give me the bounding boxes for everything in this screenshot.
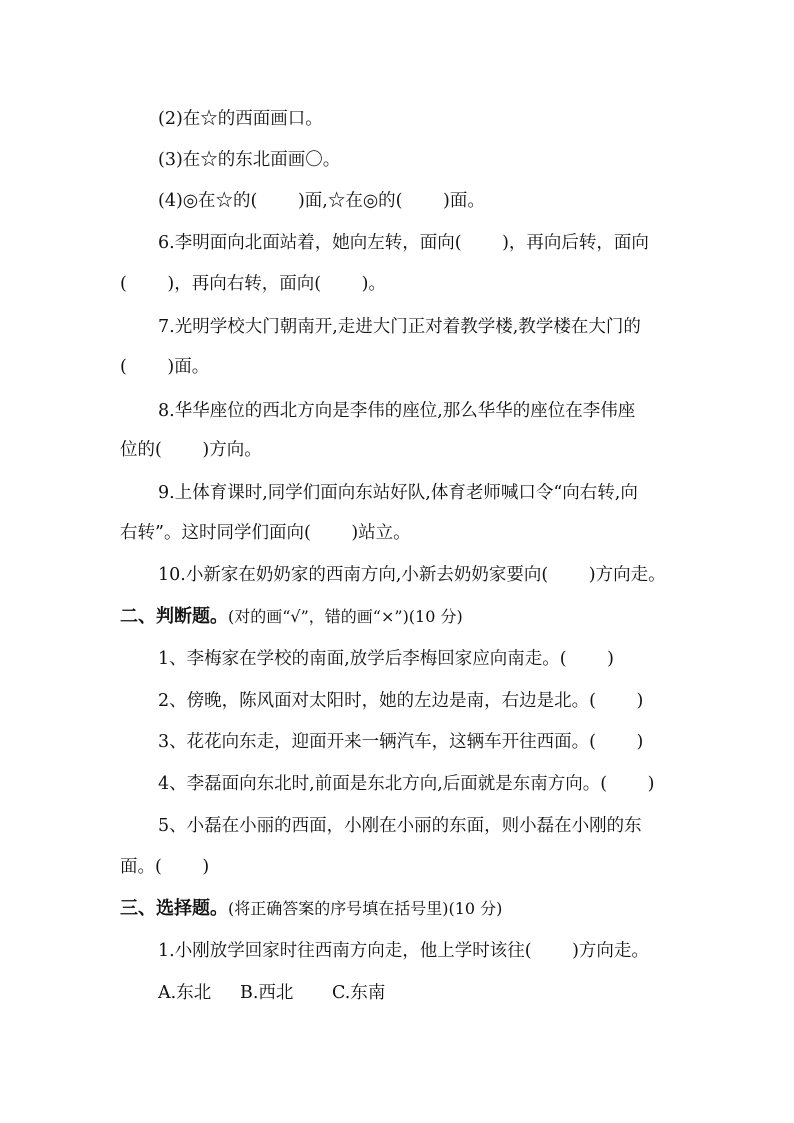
section-2-note: (对的画“√”，错的画“×”)(10 分) bbox=[228, 607, 463, 626]
option-b: B.西北 bbox=[240, 983, 294, 1003]
section-3-note: (将正确答案的序号填在括号里)(10 分) bbox=[228, 899, 503, 918]
judge-item-5-line-1: 5、小磊在小丽的西面，小刚在小丽的东面，则小磊在小刚的东 bbox=[158, 816, 642, 836]
question-6-line-2: ( )，再向右转，面向( )。 bbox=[120, 274, 386, 294]
option-a: A.东北 bbox=[158, 983, 212, 1003]
question-9-line-2: 右转”。这时同学们面向( )站立。 bbox=[120, 523, 411, 543]
question-7-line-2: ( )面。 bbox=[120, 357, 210, 377]
choice-question-1: 1.小刚放学回家时往西南方向走，他上学时该往( )方向走。 bbox=[158, 941, 649, 961]
question-8-line-2: 位的( )方向。 bbox=[120, 440, 262, 460]
question-5-2: (2)在☆的西面画口。 bbox=[158, 109, 323, 129]
choice-options bbox=[158, 980, 794, 1006]
question-6-line-1: 6.李明面向北面站着，她向左转，面向( )，再向后转，面向 bbox=[158, 233, 649, 253]
judge-item-1: 1、李梅家在学校的南面,放学后李梅回家应向南走。( ) bbox=[158, 649, 614, 669]
judge-item-2: 2、傍晚，陈风面对太阳时，她的左边是南，右边是北。( ) bbox=[158, 691, 644, 711]
section-3-heading bbox=[120, 896, 794, 922]
question-5-3: (3)在☆的东北面画〇。 bbox=[158, 150, 341, 170]
question-8-line-1: 8.华华座位的西北方向是李伟的座位,那么华华的座位在李伟座 bbox=[158, 401, 636, 421]
question-9-line-1: 9.上体育课时,同学们面向东站好队,体育老师喊口令“向右转,向 bbox=[158, 483, 638, 503]
section-2-heading bbox=[120, 604, 794, 630]
judge-item-5-line-2: 面。( ) bbox=[120, 857, 210, 877]
judge-item-3: 3、花花向东走，迎面开来一辆汽车，这辆车开往西面。( ) bbox=[158, 732, 644, 752]
question-5-4: (4)◎在☆的( )面,☆在◎的( )面。 bbox=[158, 191, 485, 211]
question-7-line-1: 7.光明学校大门朝南开,走进大门正对着教学楼,教学楼在大门的 bbox=[158, 317, 641, 337]
question-10: 10.小新家在奶奶家的西南方向,小新去奶奶家要向( )方向走。 bbox=[158, 565, 666, 585]
judge-item-4: 4、李磊面向东北时,前面是东北方向,后面就是东南方向。( ) bbox=[158, 774, 655, 794]
option-c: C.东南 bbox=[332, 983, 386, 1003]
section-2-title: 二、判断题。 bbox=[120, 606, 228, 627]
section-3-title: 三、选择题。 bbox=[120, 898, 228, 919]
